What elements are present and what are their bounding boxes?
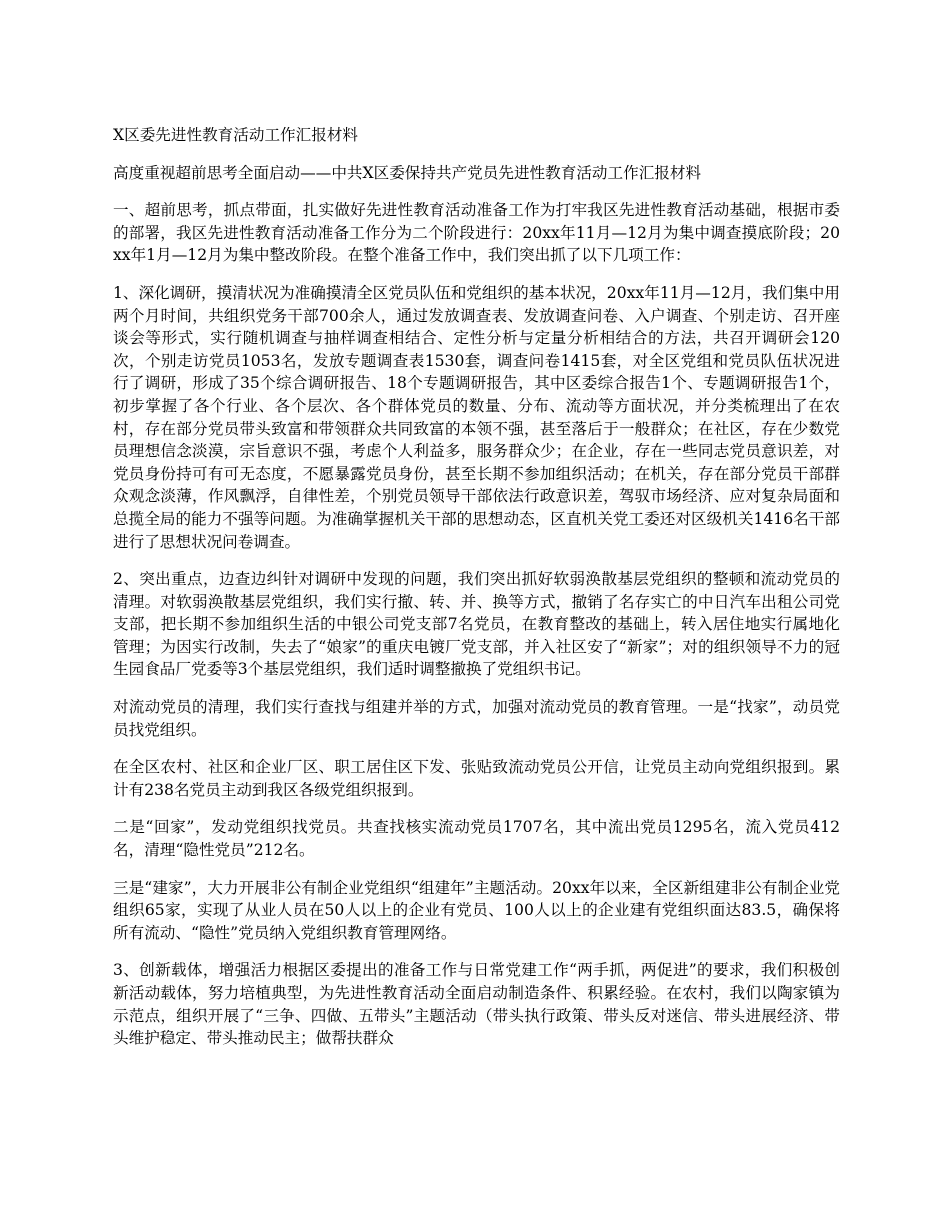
- paragraph-3: 2、突出重点，边查边纠针对调研中发现的问题，我们突出抓好软弱涣散基层党组织的整顿和流动党员的清理。对软弱涣散基层党组织，我们实行撤、转、并、换等方式，撤销了名存实亡的中日汽车出租公司党支部，把长期不参加组织生活的中银公司党支部7名党员，在教育整改的基础上，转入居住地实行属地化管理；为因实行改制，失去了“娘家”的重庆电镀厂党支部，并入社区安了“新家”；对的组织领导不力的冠生园食品厂党委等3个基层党组织，我们适时调整撤换了党组织书记。: [113, 570, 840, 679]
- document-page: [113, 124, 840, 1065]
- paragraph-4: 对流动党员的清理，我们实行查找与组建并举的方式，加强对流动党员的教育管理。一是“找家”，动员党员找党组织。: [113, 698, 840, 739]
- paragraph-6: 二是“回家”，发动党组织找党员。共查找核实流动党员1707名，其中流出党员1295名，流入党员412名，清理“隐性党员”212名。: [113, 818, 840, 860]
- paragraph-8: 3、创新载体，增强活力根据区委提出的准备工作与日常党建工作“两手抓，两促进”的要求，我们积极创新活动载体，努力培植典型，为先进性教育活动全面启动制造条件、积累经验。在农村，我们以陶家镇为示范点，组织开展了“三争、四做、五带头”主题活动（带头执行政策、带头反对迷信、带头进展经济、带头维护稳定、带头推动民主；做帮扶群众: [113, 961, 840, 1048]
- paragraph-2: 1、深化调研，摸清状况为准确摸清全区党员队伍和党组织的基本状况，20xx年11月—12月，我们集中用两个月时间，共组织党务干部700余人，通过发放调查表、发放调查问卷、入户调查、个别走访、召开座谈会等形式，实行随机调查与抽样调查相结合、定性分析与定量分析相结合的方法，共召开调研会120次，个别走访党员1053名，发放专题调查表1530套，调查问卷1415套，对全区党组和党员队伍状况进行了调研，形成了35个综合调研报告、18个专题调研报告，其中区委综合报告1个、专题调研报告1个，初步掌握了各个行业、各个层次、各个群体党员的数量、分布、流动等方面状况，并分类梳理出了在农村，存在部分党员带头致富和带领群众共同致富的本领不强，甚至落后于一般群众；在社区，存在少数党员理想信念淡漠，宗旨意识不强，考虑个人利益多，服务群众少；在企业，存在一些同志党员意识差，对党员身份持可有可无态度，不愿暴露党员身份，甚至长期不参加组织活动；在机关，存在部分党员干部群众观念淡薄，作风飘浮，自律性差，个别党员领导干部依法行政意识差，驾驭市场经济、应对复杂局面和总揽全局的能力不强等问题。为准确掌握机关干部的思想动态，区直机关党工委还对区级机关1416名干部进行了思想状况问卷调查。: [113, 283, 840, 551]
- paragraph-5: 在全区农村、社区和企业厂区、职工居住区下发、张贴致流动党员公开信，让党员主动向党组织报到。累计有238名党员主动到我区各级党组织报到。: [113, 758, 840, 799]
- paragraph-1: 一、超前思考，抓点带面，扎实做好先进性教育活动准备工作为打牢我区先进性教育活动基础，根据市委的部署，我区先进性教育活动准备工作分为二个阶段进行：20xx年11月—12月为集中调查摸底阶段；20xx年1月—12月为集中整改阶段。在整个准备工作中，我们突出抓了以下几项工作：: [113, 201, 840, 265]
- paragraph-7: 三是“建家”，大力开展非公有制企业党组织“组建年”主题活动。20xx年以来，全区新组建非公有制企业党组织65家，实现了从业人员在50人以上的企业有党员、100人以上的企业建有党组织面达83.5，确保将所有流动、“隐性”党员纳入党组织教育管理网络。: [113, 878, 840, 942]
- document-title: X区委先进性教育活动工作汇报材料: [113, 126, 359, 144]
- document-subtitle: 高度重视超前思考全面启动——中共X区委保持共产党员先进性教育活动工作汇报材料: [113, 163, 702, 182]
